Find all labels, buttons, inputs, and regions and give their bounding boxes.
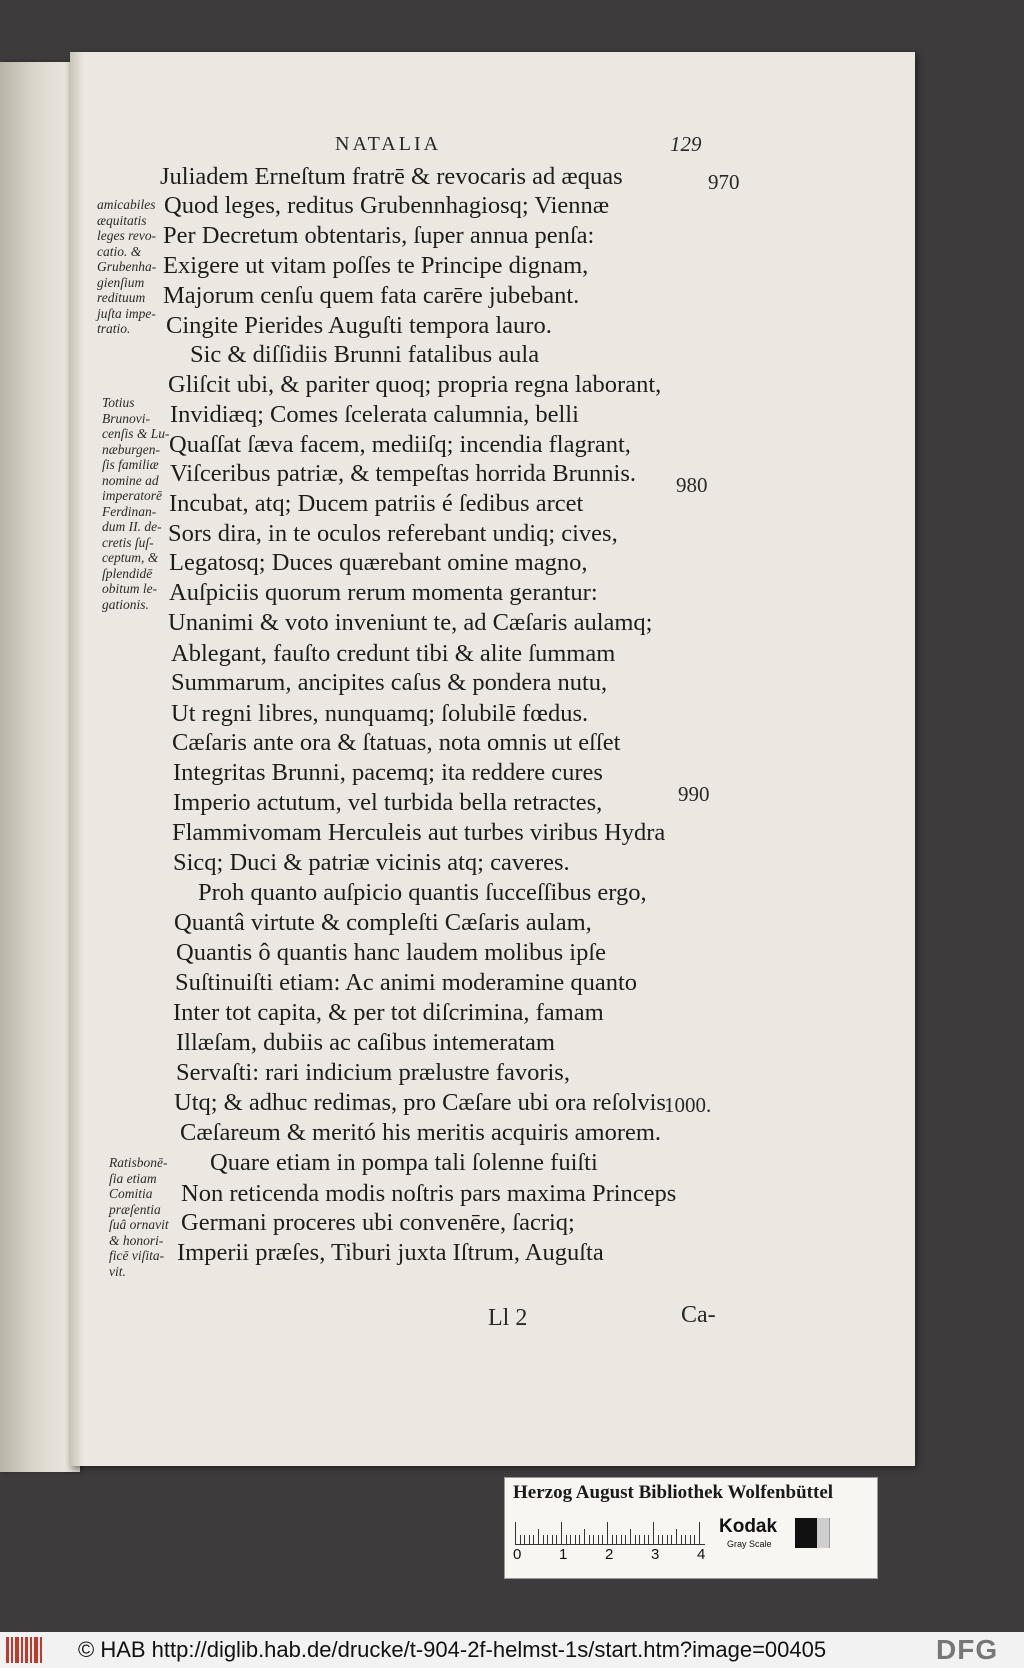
ruler-number: 1 [559,1546,568,1563]
ruler-tick [538,1529,539,1544]
margin-note: Ratisbonē- ſia etiam Comitia præſentia ſuâ ornavit & honori- ficē viſita- vit. [109,1155,169,1279]
ruler-tick [653,1522,654,1544]
verse-line: Integritas Brunni, pacemq; ita reddere cures [173,759,603,786]
ruler-tick [543,1535,544,1544]
ruler-tick [690,1535,691,1544]
card-title: Herzog August Bibliothek Wolfenbüttel [513,1482,834,1503]
verse-line: Legatosq; Duces quærebant omine magno, [169,549,588,576]
ruler-number: 3 [651,1546,660,1563]
verse-line: Sors dira, in te oculos referebant undiq; cives, [168,520,618,547]
verse-line: Quod leges, reditus Grubennhagiosq; Viennæ [164,192,610,219]
copyright-link[interactable]: © HAB http://diglib.hab.de/drucke/t-904-2f-helmst-1s/start.htm?image=00405 [78,1637,827,1662]
verse-line: Sicq; Duci & patriæ vicinis atq; caveres. [173,849,570,876]
line-number: 990 [678,782,710,806]
ruler-tick [529,1535,530,1544]
ruler-tick [593,1535,594,1544]
verse-line: Sic & diſſidiis Brunni fatalibus aula [190,341,540,368]
verse-line: Unanimi & voto inveniunt te, ad Cæſaris aulamq; [168,609,653,636]
verse-line: Suſtinuiſti etiam: Ac animi moderamine quanto [175,969,638,996]
footer-bar [0,1632,1024,1668]
ruler-tick [612,1535,613,1544]
ruler-tick [676,1529,677,1544]
ruler-tick [694,1535,695,1544]
verse-line: Cingite Pierides Auguſti tempora lauro. [166,312,552,339]
ruler-tick [648,1535,649,1544]
catchword: Ca- [681,1302,716,1328]
ruler-tick [584,1529,585,1544]
verse-line: Servaſti: rari indicium prælustre favoris, [176,1059,570,1086]
ruler-tick [566,1535,567,1544]
verse-line: Auſpiciis quorum rerum momenta gerantur: [169,579,598,606]
ruler-tick [616,1535,617,1544]
verse-line: Cæſaris ante ora & ſtatuas, nota omnis ut eſſet [172,729,621,756]
verse-line: Majorum cenſu quem fata carēre jubebant. [163,282,580,309]
ruler-number: 0 [513,1546,522,1563]
ruler-tick [575,1535,576,1544]
verse-line: Imperii præſes, Tiburi juxta Iſtrum, Auguſta [177,1239,604,1266]
kodak-logo: Kodak [719,1516,778,1537]
verse-line: Imperio actutum, vel turbida bella retractes, [173,789,603,816]
verse-line: Quantâ virtute & compleſti Cæſaris aulam, [174,909,592,936]
verse-line: Ut regni libres, nunquamq; ſolubilē fœdus. [171,700,589,727]
verse-line: Gliſcit ubi, & pariter quoq; propria regna laborant, [168,371,662,398]
verse-line: Proh quanto auſpicio quantis ſucceſſibus ergo, [198,879,647,906]
ruler-tick [520,1535,521,1544]
ruler-tick [533,1535,534,1544]
verse-line: Quaſſat ſæva facem, mediiſq; incendia flagrant, [169,431,631,458]
ruler-tick [602,1535,603,1544]
ruler-tick [515,1522,516,1544]
signature-mark: Ll 2 [488,1305,528,1331]
verse-line: Invidiæq; Comes ſcelerata calumnia, belli [170,401,579,428]
verse-line: Viſceribus patriæ, & tempeſtas horrida Brunnis. [170,460,636,487]
ruler-tick [685,1535,686,1544]
ruler-tick [635,1535,636,1544]
margin-note: Totius Brunovi- cenſis & Lu- næburgen- ſis familiæ nomine ad imperatorē Ferdinan- dum II. de- cretis ſuſ- ceptum, & ſplendidē obitum le- gationis. [102,395,170,612]
verse-line: Ablegant, fauſto credunt tibi & alite ſummam [171,640,616,667]
line-number: 970 [708,170,740,194]
verse-line: Juliadem Erneſtum fratrē & revocaris ad æquas [160,163,623,190]
running-title: NATALIA [335,133,442,155]
verse-line: Per Decretum obtentaris, ſuper annua penſa: [163,222,595,249]
barcode-icon [4,1635,48,1665]
facing-page-edge [0,62,80,1472]
verse-line: Non reticenda modis noſtris pars maxima Princeps [181,1180,677,1207]
ruler-tick [699,1522,700,1544]
line-number: 980 [676,473,708,497]
verse-line: Incubat, atq; Ducem patriis é ſedibus arcet [169,490,584,517]
ruler-tick [589,1535,590,1544]
ruler-tick [552,1535,553,1544]
ruler-tick [681,1535,682,1544]
ruler-tick [524,1535,525,1544]
verse-line: Cæſareum & meritó his meritis acquiris amorem. [180,1119,662,1146]
gray-swatch [817,1518,830,1548]
ruler-tick [671,1535,672,1544]
verse-line: Illæſam, dubiis ac caſibus intemeratam [176,1029,555,1056]
verse-line: Quantis ô quantis hanc laudem molibus ipſe [176,939,607,966]
verse-line: Quare etiam in pompa tali ſolenne fuiſti [210,1149,598,1176]
ruler-tick [607,1522,608,1544]
black-swatch [795,1518,817,1548]
ruler-tick [570,1535,571,1544]
verse-line: Summarum, ancipites caſus & pondera nutu, [171,669,608,696]
page-gutter [70,52,84,1466]
line-number: 1000. [664,1093,712,1117]
ruler-tick [630,1529,631,1544]
page-number: 129 [670,132,702,156]
ruler-number: 4 [697,1546,706,1563]
verse-line: Utq; & adhuc redimas, pro Cæſare ubi ora reſolvis [174,1089,666,1116]
ruler-tick [561,1522,562,1544]
ruler-tick [598,1535,599,1544]
ruler-tick [579,1535,580,1544]
gray-scale-label: Gray Scale [727,1539,772,1549]
ruler-number: 2 [605,1546,614,1563]
verse-line: Exigere ut vitam poſſes te Principe dignam, [163,252,589,279]
ruler-tick [639,1535,640,1544]
verse-line: Flammivomam Herculeis aut turbes viribus Hydra [172,819,666,846]
color-calibration-card [504,1477,878,1579]
ruler-tick [662,1535,663,1544]
ruler-tick [556,1535,557,1544]
ruler-tick [547,1535,548,1544]
ruler-tick [658,1535,659,1544]
ruler-tick [621,1535,622,1544]
ruler-tick [667,1535,668,1544]
ruler-scale [515,1518,705,1545]
dfg-logo: DFG [936,1634,999,1665]
verse-line: Inter tot capita, & per tot diſcrimina, famam [173,999,604,1026]
ruler-tick [644,1535,645,1544]
ruler-tick [625,1535,626,1544]
margin-note: amicabiles æquitatis leges revo- catio. & Grubenha- gienſium redituum juſta impe- tratio. [97,197,157,336]
verse-line: Germani proceres ubi convenēre, ſacriq; [181,1209,575,1236]
